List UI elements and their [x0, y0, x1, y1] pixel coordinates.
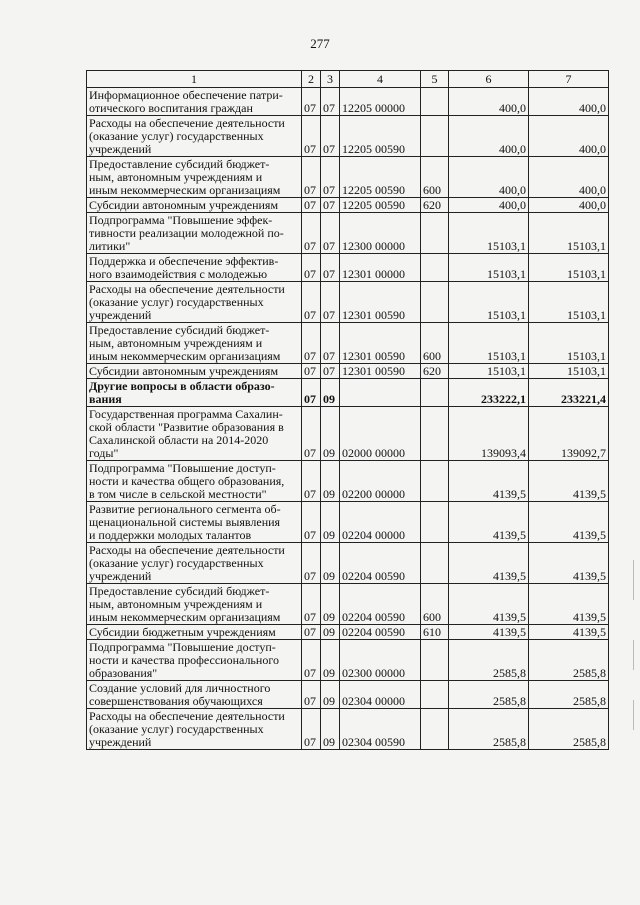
- subsection-code-cell: 09: [321, 640, 340, 681]
- row-name-cell: Расходы на обеспечение деятельности (оказание услуг) государственных учреждений: [87, 282, 302, 323]
- expense-type-cell: [421, 502, 449, 543]
- amount-col6-cell: 400,0: [449, 88, 529, 116]
- section-code-cell: 07: [302, 407, 321, 461]
- scan-edge-mark: [633, 640, 634, 670]
- amount-col6-cell: 2585,8: [449, 709, 529, 750]
- amount-col7-cell: 400,0: [529, 88, 609, 116]
- row-name-cell: Другие вопросы в области образо- вания: [87, 379, 302, 407]
- section-code-cell: 07: [302, 584, 321, 625]
- section-code-cell: 07: [302, 116, 321, 157]
- budget-table: [86, 70, 609, 750]
- table-row: [87, 157, 609, 198]
- row-name-cell: Расходы на обеспечение деятельности (оказание услуг) государственных учреждений: [87, 543, 302, 584]
- target-article-cell: 02204 00000: [340, 502, 421, 543]
- target-article-cell: 12300 00000: [340, 213, 421, 254]
- target-article-cell: 02204 00590: [340, 543, 421, 584]
- amount-col6-cell: 15103,1: [449, 364, 529, 379]
- expense-type-cell: [421, 640, 449, 681]
- expense-type-cell: 600: [421, 584, 449, 625]
- amount-col6-cell: 4139,5: [449, 502, 529, 543]
- subsection-code-cell: 07: [321, 198, 340, 213]
- amount-col6-cell: 2585,8: [449, 681, 529, 709]
- row-name-cell: Государственная программа Сахалин- ской области "Развитие образования в Сахалинской области на 2014-2020 годы": [87, 407, 302, 461]
- row-name-cell: Предоставление субсидий бюджет- ным, автономным учреждениям и иным некоммерческим организациям: [87, 157, 302, 198]
- amount-col7-cell: 4139,5: [529, 625, 609, 640]
- page-number: 277: [310, 36, 330, 51]
- table-header-row: [87, 71, 609, 88]
- subsection-code-cell: 07: [321, 88, 340, 116]
- subsection-code-cell: 09: [321, 461, 340, 502]
- target-article-cell: 12301 00590: [340, 323, 421, 364]
- expense-type-cell: [421, 282, 449, 323]
- amount-col6-cell: 139093,4: [449, 407, 529, 461]
- amount-col7-cell: 139092,7: [529, 407, 609, 461]
- table-row: [87, 88, 609, 116]
- amount-col7-cell: 2585,8: [529, 709, 609, 750]
- section-code-cell: 07: [302, 198, 321, 213]
- table-row: [87, 625, 609, 640]
- row-name-cell: Создание условий для личностного совершенствования обучающихся: [87, 681, 302, 709]
- subsection-code-cell: 09: [321, 502, 340, 543]
- column-header: 7: [529, 71, 609, 88]
- target-article-cell: 02000 00000: [340, 407, 421, 461]
- subsection-code-cell: 07: [321, 282, 340, 323]
- row-name-cell: Субсидии бюджетным учреждениям: [87, 625, 302, 640]
- subsection-code-cell: 07: [321, 254, 340, 282]
- row-name-cell: Поддержка и обеспечение эффектив- ного взаимодействия с молодежью: [87, 254, 302, 282]
- column-header: 1: [87, 71, 302, 88]
- row-name-cell: Подпрограмма "Повышение доступ- ности и качества общего образования, в том числе в сельской местности": [87, 461, 302, 502]
- scan-edge-mark: [633, 700, 634, 730]
- amount-col7-cell: 233221,4: [529, 379, 609, 407]
- amount-col6-cell: 15103,1: [449, 254, 529, 282]
- section-code-cell: 07: [302, 157, 321, 198]
- expense-type-cell: [421, 461, 449, 502]
- expense-type-cell: [421, 116, 449, 157]
- section-code-cell: 07: [302, 502, 321, 543]
- amount-col6-cell: 4139,5: [449, 543, 529, 584]
- amount-col7-cell: 15103,1: [529, 254, 609, 282]
- target-article-cell: 02200 00000: [340, 461, 421, 502]
- table-row: [87, 681, 609, 709]
- row-name-cell: Предоставление субсидий бюджет- ным, автономным учреждениям и иным некоммерческим организациям: [87, 584, 302, 625]
- subsection-code-cell: 09: [321, 543, 340, 584]
- amount-col7-cell: 2585,8: [529, 640, 609, 681]
- subsection-code-cell: 09: [321, 407, 340, 461]
- subsection-code-cell: 09: [321, 709, 340, 750]
- subsection-code-cell: 09: [321, 681, 340, 709]
- table-row: [87, 461, 609, 502]
- amount-col7-cell: 15103,1: [529, 364, 609, 379]
- amount-col6-cell: 15103,1: [449, 213, 529, 254]
- target-article-cell: 12205 00000: [340, 88, 421, 116]
- amount-col7-cell: 400,0: [529, 198, 609, 213]
- table-row: [87, 254, 609, 282]
- row-name-cell: Расходы на обеспечение деятельности (оказание услуг) государственных учреждений: [87, 709, 302, 750]
- amount-col6-cell: 400,0: [449, 116, 529, 157]
- table-row: [87, 543, 609, 584]
- column-header: 5: [421, 71, 449, 88]
- table-row: [87, 379, 609, 407]
- table-row: [87, 213, 609, 254]
- amount-col7-cell: 2585,8: [529, 681, 609, 709]
- target-article-cell: 12301 00590: [340, 282, 421, 323]
- amount-col7-cell: 400,0: [529, 157, 609, 198]
- expense-type-cell: [421, 543, 449, 584]
- section-code-cell: 07: [302, 625, 321, 640]
- target-article-cell: 02204 00590: [340, 584, 421, 625]
- subsection-code-cell: 09: [321, 379, 340, 407]
- row-name-cell: Расходы на обеспечение деятельности (оказание услуг) государственных учреждений: [87, 116, 302, 157]
- subsection-code-cell: 07: [321, 116, 340, 157]
- expense-type-cell: 600: [421, 323, 449, 364]
- subsection-code-cell: 07: [321, 364, 340, 379]
- column-header: 4: [340, 71, 421, 88]
- amount-col7-cell: 4139,5: [529, 461, 609, 502]
- table-row: [87, 364, 609, 379]
- target-article-cell: 02300 00000: [340, 640, 421, 681]
- amount-col7-cell: 15103,1: [529, 323, 609, 364]
- section-code-cell: 07: [302, 364, 321, 379]
- amount-col6-cell: 400,0: [449, 198, 529, 213]
- amount-col6-cell: 400,0: [449, 157, 529, 198]
- expense-type-cell: 600: [421, 157, 449, 198]
- target-article-cell: 12301 00000: [340, 254, 421, 282]
- subsection-code-cell: 09: [321, 584, 340, 625]
- amount-col6-cell: 15103,1: [449, 323, 529, 364]
- table-row: [87, 323, 609, 364]
- row-name-cell: Субсидии автономным учреждениям: [87, 198, 302, 213]
- row-name-cell: Развитие регионального сегмента об- щенациональной системы выявления и поддержки молодых талантов: [87, 502, 302, 543]
- amount-col6-cell: 2585,8: [449, 640, 529, 681]
- amount-col7-cell: 4139,5: [529, 584, 609, 625]
- amount-col7-cell: 4139,5: [529, 502, 609, 543]
- table-row: [87, 584, 609, 625]
- subsection-code-cell: 07: [321, 157, 340, 198]
- expense-type-cell: 610: [421, 625, 449, 640]
- target-article-cell: 12205 00590: [340, 157, 421, 198]
- amount-col7-cell: 15103,1: [529, 213, 609, 254]
- table-row: [87, 282, 609, 323]
- row-name-cell: Информационное обеспечение патри- отического воспитания граждан: [87, 88, 302, 116]
- expense-type-cell: [421, 254, 449, 282]
- table-row: [87, 407, 609, 461]
- expense-type-cell: [421, 379, 449, 407]
- table-row: [87, 502, 609, 543]
- section-code-cell: 07: [302, 282, 321, 323]
- row-name-cell: Подпрограмма "Повышение эффек- тивности реализации молодежной по- литики": [87, 213, 302, 254]
- amount-col6-cell: 4139,5: [449, 461, 529, 502]
- expense-type-cell: [421, 681, 449, 709]
- section-code-cell: 07: [302, 379, 321, 407]
- amount-col6-cell: 4139,5: [449, 625, 529, 640]
- amount-col7-cell: 400,0: [529, 116, 609, 157]
- section-code-cell: 07: [302, 323, 321, 364]
- section-code-cell: 07: [302, 461, 321, 502]
- section-code-cell: 07: [302, 213, 321, 254]
- section-code-cell: 07: [302, 681, 321, 709]
- section-code-cell: 07: [302, 88, 321, 116]
- target-article-cell: 02304 00590: [340, 709, 421, 750]
- amount-col6-cell: 15103,1: [449, 282, 529, 323]
- expense-type-cell: 620: [421, 198, 449, 213]
- table-row: [87, 709, 609, 750]
- subsection-code-cell: 07: [321, 213, 340, 254]
- target-article-cell: 02304 00000: [340, 681, 421, 709]
- section-code-cell: 07: [302, 543, 321, 584]
- scan-edge-mark: [633, 560, 634, 600]
- column-header: 3: [321, 71, 340, 88]
- subsection-code-cell: 09: [321, 625, 340, 640]
- row-name-cell: Подпрограмма "Повышение доступ- ности и качества профессионального образования": [87, 640, 302, 681]
- row-name-cell: Субсидии автономным учреждениям: [87, 364, 302, 379]
- expense-type-cell: [421, 213, 449, 254]
- expense-type-cell: [421, 88, 449, 116]
- column-header: 6: [449, 71, 529, 88]
- column-header: 2: [302, 71, 321, 88]
- subsection-code-cell: 07: [321, 323, 340, 364]
- amount-col7-cell: 15103,1: [529, 282, 609, 323]
- expense-type-cell: 620: [421, 364, 449, 379]
- table-row: [87, 640, 609, 681]
- amount-col6-cell: 233222,1: [449, 379, 529, 407]
- target-article-cell: 12205 00590: [340, 198, 421, 213]
- table-row: [87, 116, 609, 157]
- target-article-cell: 12301 00590: [340, 364, 421, 379]
- amount-col6-cell: 4139,5: [449, 584, 529, 625]
- section-code-cell: 07: [302, 254, 321, 282]
- expense-type-cell: [421, 407, 449, 461]
- target-article-cell: [340, 379, 421, 407]
- target-article-cell: 02204 00590: [340, 625, 421, 640]
- amount-col7-cell: 4139,5: [529, 543, 609, 584]
- target-article-cell: 12205 00590: [340, 116, 421, 157]
- row-name-cell: Предоставление субсидий бюджет- ным, автономным учреждениям и иным некоммерческим организациям: [87, 323, 302, 364]
- section-code-cell: 07: [302, 709, 321, 750]
- table-row: [87, 198, 609, 213]
- section-code-cell: 07: [302, 640, 321, 681]
- expense-type-cell: [421, 709, 449, 750]
